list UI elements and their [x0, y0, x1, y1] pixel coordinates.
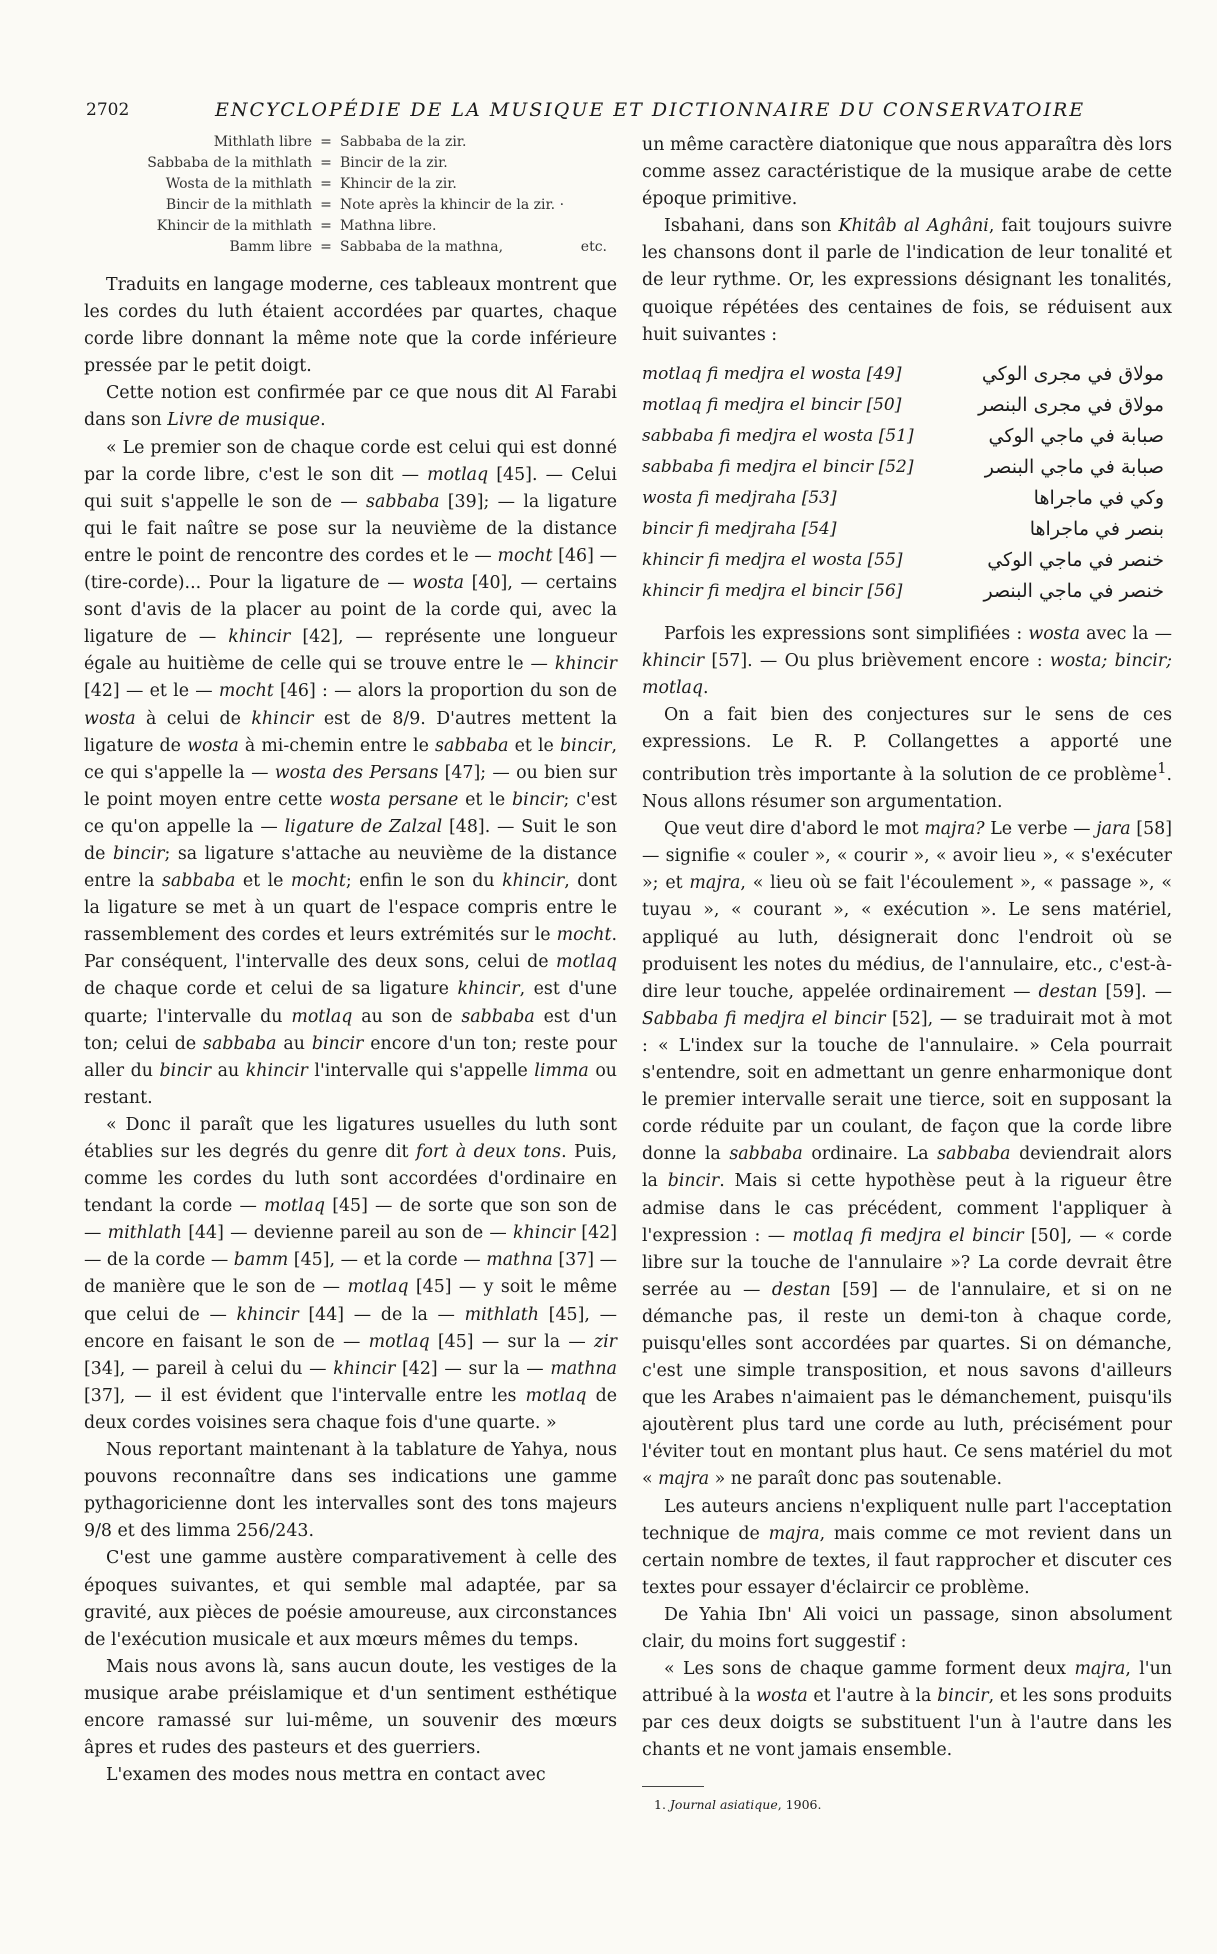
- mode-row: [642, 390, 1172, 421]
- tablature-left: Bincir de la mithlath: [165, 197, 312, 213]
- paragraph: Isbahani, dans son Khitâb al Aghâni, fait toujours suivre les chansons dont il parle de l'indication de leur tonalité et de leur rythme. Or, les expressions désignant les tonalités, quoique répétées des centaines de fois, se réduisent aux huit suivantes :: [642, 216, 1172, 345]
- mode-row: [642, 359, 1172, 390]
- mode-arabic: مولاق في مجرى الوكي: [981, 363, 1164, 386]
- tablature-right: Khincir de la zir.: [340, 176, 457, 192]
- tablature-row: [84, 216, 617, 237]
- mode-latin: wosta fi medjraha [53]: [642, 488, 837, 509]
- paragraph: De Yahia Ibn' Ali voici un passage, sinon absolument clair, du moins fort suggestif :: [642, 1604, 1172, 1653]
- equals-sign: =: [320, 239, 332, 255]
- paragraph: « Le premier son de chaque corde est celui qui est donné par la corde libre, c'est le son dit — motlaq [45]. — Celui qui suit s'appelle le son de — sabbaba [39]; — la ligature qui le fait naître se pose sur la neuvième de la distance entre le point de rencontre des cordes et le — mocht [46] — (tire-corde)... Pour la ligature de — wosta [40], — certains sont d'avis de la placer au point de la corde qui, avec la ligature de — khincir [42], — représente une longueur égale au huitième de celle qui se trouve entre le — khincir [42] — et le — mocht [46] : — alors la proportion du son de wosta à celui de khincir est de 8/9. D'autres mettent la ligature de wosta à mi-chemin entre le sabbaba et le bincir, ce qui s'appelle la — wosta des Persans [47]; — ou bien sur le point moyen entre cette wosta persane et le bincir; c'est ce qu'on appelle la — ligature de Zalzal [48]. — Suit le son de bincir; sa ligature s'attache au neuvième de la distance entre la sabbaba et le mocht; enfin le son du khincir, dont la ligature se met à un quart de l'espace compris entre le rassemblement des cordes et leurs extrémités sur le mocht. Par conséquent, l'intervalle des deux sons, celui de motlaq de chaque corde et celui de sa ligature khincir, est d'une quarte; l'intervalle du motlaq au son de sabbaba est d'un ton; celui de sabbaba au bincir encore d'un ton; reste pour aller du bincir au khincir l'intervalle qui s'appelle limma ou restant.: [84, 437, 618, 1108]
- left-text: [84, 272, 617, 1789]
- tablature-left: Bamm libre: [229, 239, 312, 255]
- mode-row: [642, 421, 1172, 452]
- paragraph: un même caractère diatonique que nous apparaîtra dès lors comme assez caractéristique de la musique arabe de cette époque primitive.: [642, 135, 1172, 210]
- page-number: 2702: [86, 100, 130, 120]
- paragraph: On a fait bien des conjectures sur le sens de ces expressions. Le R. P. Collangettes a apporté une contribution très importante à la solution de ce problème$^1$. Nous allons résumer son argumentation.: [642, 705, 1172, 813]
- tablature-right: Sabbaba de la mathna,: [340, 239, 504, 255]
- paragraph: Parfois les expressions sont simplifiées : wosta avec la — khincir [57]. — Ou plus brièvement encore : wosta; bincir; motlaq.: [642, 623, 1172, 698]
- tablature-left: Khincir de la mithlath: [156, 218, 312, 234]
- footnote: 1. Journal asiatique, 1906.: [654, 1797, 822, 1813]
- paragraph: Mais nous avons là, sans aucun doute, les vestiges de la musique arabe préislamique et d'un sentiment esthétique encore ramassé sur lui-même, un souvenir des mœurs âpres et rudes des pasteurs et des guerriers.: [84, 1656, 617, 1759]
- paragraph: Nous reportant maintenant à la tablature de Yahya, nous pouvons reconnaître dans ses indications une gamme pythagoricienne dont les intervalles sont des tons majeurs 9/8 et des limma 256/243.: [84, 1440, 617, 1542]
- right-text-before: [642, 132, 1172, 349]
- equals-sign: =: [320, 197, 332, 213]
- modes-list: [642, 359, 1172, 607]
- mode-row: [642, 452, 1172, 483]
- right-text-after: [642, 621, 1172, 1765]
- paragraph: Traduits en langage moderne, ces tableaux montrent que les cordes du luth étaient accordées par quartes, chaque corde libre donnant la même note que la corde inférieure pressée par le petit doigt.: [84, 275, 617, 377]
- paragraph: C'est une gamme austère comparativement à celle des époques suivantes, et qui semble mal adaptée, par sa gravité, aux pièces de poésie amoureuse, aux circonstances de l'exécution musicale et aux mœurs mêmes du temps.: [84, 1548, 617, 1650]
- mode-row: [642, 514, 1172, 545]
- equals-sign: =: [320, 134, 332, 150]
- equals-sign: =: [320, 176, 332, 192]
- mode-arabic: بنصر في ماجراها: [1029, 518, 1164, 541]
- paragraph: « Les sons de chaque gamme forment deux majra, l'un attribué à la wosta et l'autre à la bincir, et les sons produits par ces deux doigts se substituent l'un à l'autre dans les chants et ne vont jamais ensemble.: [642, 1659, 1172, 1761]
- equals-sign: =: [320, 218, 332, 234]
- mode-arabic: صبابة في ماجي الوكي: [988, 425, 1164, 448]
- mode-latin: bincir fi medjraha [54]: [642, 519, 837, 540]
- mode-row: [642, 545, 1172, 576]
- paragraph: Que veut dire d'abord le mot majra? Le verbe — jara [58] — signifie « couler », « courir », « avoir lieu », « s'exécuter »; et majra, « lieu où se fait l'écoulement », « passage », « tuyau », « courant », « exécution ». Le sens matériel, appliqué au luth, désignerait donc l'endroit où se produisent les notes du médius, de l'annulaire, etc., c'est-à-dire leur touche, appelée ordinairement — destan [59]. — Sabbaba fi medjra el bincir [52], — se traduirait mot à mot : « L'index sur la touche de l'annulaire. » Cela pourrait s'entendre, soit en admettant un genre enharmonique dont le premier intervalle serait une tierce, soit en supposant la corde réduite par un coulant, de façon que la corde libre donne la sabbaba ordinaire. La sabbaba deviendrait alors la bincir. Mais si cette hypothèse peut à la rigueur être admise dans le cas précédent, comment l'appliquer à l'expression : — motlaq fi medjra el bincir [50], — « corde libre sur la touche de l'annulaire »? La corde devrait être serrée au — destan [59] — de l'annulaire, et si on ne démanche pas, il reste un demi-ton à chaque corde, puisqu'elles sont accordées par quartes. Si on démanche, c'est une simple transposition, et nous savons d'ailleurs que les Arabes n'aimaient pas le démanchement, puisqu'ils ajoutèrent plus tard une corde au luth, précisément pour l'éviter tout en montant plus haut. Ce sens matériel du mot « majra » ne paraît donc pas soutenable.: [642, 819, 1173, 1490]
- mode-row: [642, 483, 1172, 514]
- paragraph: Les auteurs anciens n'expliquent nulle part l'acceptation technique de majra, mais comme ce mot revient dans un certain nombre de textes, il faut rapprocher et discuter ces textes pour essayer d'éclaircir ce problème.: [642, 1496, 1173, 1598]
- mode-latin: khincir fi medjra el bincir [56]: [642, 581, 903, 602]
- paragraph: L'examen des modes nous mettra en contact avec: [106, 1765, 546, 1786]
- mode-latin: motlaq fi medjra el bincir [50]: [642, 395, 902, 416]
- mode-row: [642, 576, 1172, 607]
- tablature-row: [84, 237, 617, 258]
- running-title: ENCYCLOPÉDIE DE LA MUSIQUE ET DICTIONNAIRE DU CONSERVATOIRE: [215, 99, 1086, 121]
- tablature-etc: etc.: [580, 239, 607, 255]
- mode-arabic: مولاق في مجرى البنصر: [978, 394, 1164, 417]
- mode-arabic: صبابة في ماجي البنصر: [984, 456, 1164, 479]
- tablature-right: Bincir de la zir.: [340, 155, 448, 171]
- mode-latin: sabbaba fi medjra el wosta [51]: [642, 426, 914, 447]
- mode-latin: khincir fi medjra el wosta [55]: [642, 550, 903, 571]
- right-column: [642, 132, 1172, 1812]
- tablature-left: Sabbaba de la mithlath: [147, 155, 312, 171]
- tablature-left: Wosta de la mithlath: [165, 176, 312, 192]
- paragraph: « Donc il paraît que les ligatures usuelles du luth sont établies sur les degrés du genre dit fort à deux tons. Puis, comme les cordes du luth sont accordées d'ordinaire en tendant la corde — motlaq [45] — de sorte que son son de — mithlath [44] — devienne pareil au son de — khincir [42] — de la corde — bamm [45], — et la corde — mathna [37] — de manière que le son de — motlaq [45] — y soit le même que celui de — khincir [44] — de la — mithlath [45], — encore en faisant le son de — motlaq [45] — sur la — zir [34], — pareil à celui du — khincir [42] — sur la — mathna [37], — il est évident que l'intervalle entre les motlaq de deux cordes voisines sera chaque fois d'une quarte. »: [84, 1114, 618, 1433]
- mode-arabic: وكي في ماجراها: [1033, 487, 1164, 510]
- left-column: [84, 132, 617, 1789]
- tablature-right: Sabbaba de la zir.: [340, 134, 467, 150]
- tablature-left: Mithlath libre: [213, 134, 312, 150]
- equals-sign: =: [320, 155, 332, 171]
- footnote-rule: [642, 1786, 704, 1787]
- mode-arabic: خنصر في ماجي الوكي: [987, 549, 1164, 572]
- mode-latin: motlaq fi medjra el wosta [49]: [642, 364, 902, 385]
- tablature-right: Mathna libre.: [340, 218, 437, 234]
- mode-latin: sabbaba fi medjra el bincir [52]: [642, 457, 914, 478]
- tablature-row: [84, 195, 617, 216]
- tablature: [84, 132, 617, 258]
- tablature-row: [84, 174, 617, 195]
- mode-arabic: خنصر في ماجي البنصر: [983, 580, 1164, 603]
- tablature-row: [84, 153, 617, 174]
- tablature-row: [84, 132, 617, 153]
- paragraph: Cette notion est confirmée par ce que nous dit Al Farabi dans son Livre de musique.: [84, 383, 617, 431]
- tablature-right: Note après la khincir de la zir. ·: [340, 197, 565, 213]
